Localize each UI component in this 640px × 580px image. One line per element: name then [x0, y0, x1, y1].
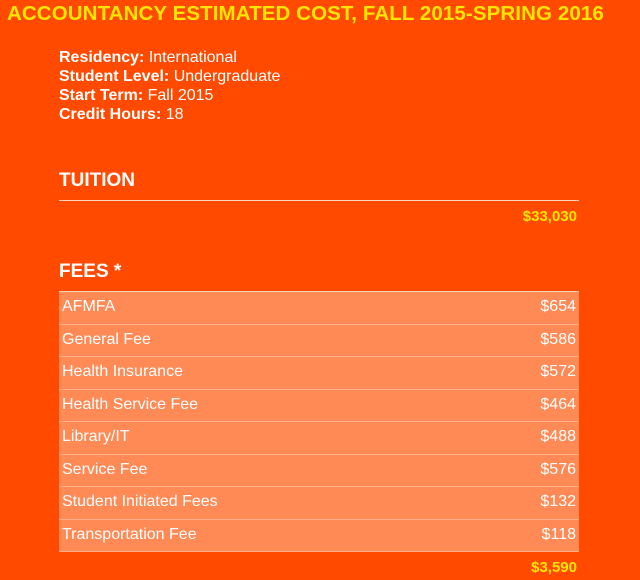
fee-row: [59, 292, 579, 325]
credit-hours-value: 18: [165, 106, 184, 123]
residency-value: International: [148, 49, 237, 66]
fee-amount: $464: [540, 395, 576, 413]
fees-total: $3,590: [531, 559, 577, 576]
fee-row: [59, 390, 579, 423]
residency-row: [59, 48, 280, 67]
start-term-value: Fall 2015: [147, 87, 214, 104]
fee-name: Transportation Fee: [62, 525, 197, 543]
start-term-row: [59, 86, 280, 105]
fee-name: Service Fee: [62, 460, 148, 478]
credit-hours-row: [59, 105, 280, 124]
fees-heading: FEES *: [59, 261, 122, 282]
tuition-heading: TUITION: [59, 170, 135, 191]
fee-amount: $132: [540, 493, 576, 510]
student-level-label: Student Level:: [59, 68, 170, 85]
start-term-label: Start Term:: [59, 87, 144, 104]
fee-amount: $576: [540, 460, 576, 478]
fee-amount: $586: [540, 330, 576, 348]
fee-name: Health Service Fee: [62, 395, 199, 413]
fee-row: [59, 455, 579, 488]
fee-row: [59, 357, 579, 390]
fee-amount: $118: [541, 525, 576, 543]
tuition-total: $33,030: [522, 208, 577, 225]
fee-row: [59, 325, 579, 358]
fee-row: [59, 487, 579, 520]
fee-name: Health Insurance: [62, 363, 183, 380]
tuition-divider: [59, 200, 579, 201]
fee-row: [59, 520, 579, 553]
fee-name: General Fee: [62, 330, 151, 348]
fee-name: AFMFA: [62, 298, 116, 315]
page-title: ACCOUNTANCY ESTIMATED COST, FALL 2015-SPRING 2016: [7, 2, 604, 25]
student-level-value: Undergraduate: [173, 68, 281, 85]
cost-criteria: [59, 48, 280, 124]
fees-table: [59, 291, 579, 552]
student-level-row: [59, 67, 280, 86]
residency-label: Residency:: [59, 49, 145, 66]
fee-amount: $654: [540, 298, 576, 315]
fee-name: Student Initiated Fees: [62, 493, 218, 510]
fee-row: [59, 422, 579, 455]
fee-amount: $488: [540, 428, 576, 445]
fee-name: Library/IT: [62, 428, 130, 445]
credit-hours-label: Credit Hours:: [59, 106, 162, 123]
fee-amount: $572: [540, 363, 576, 380]
